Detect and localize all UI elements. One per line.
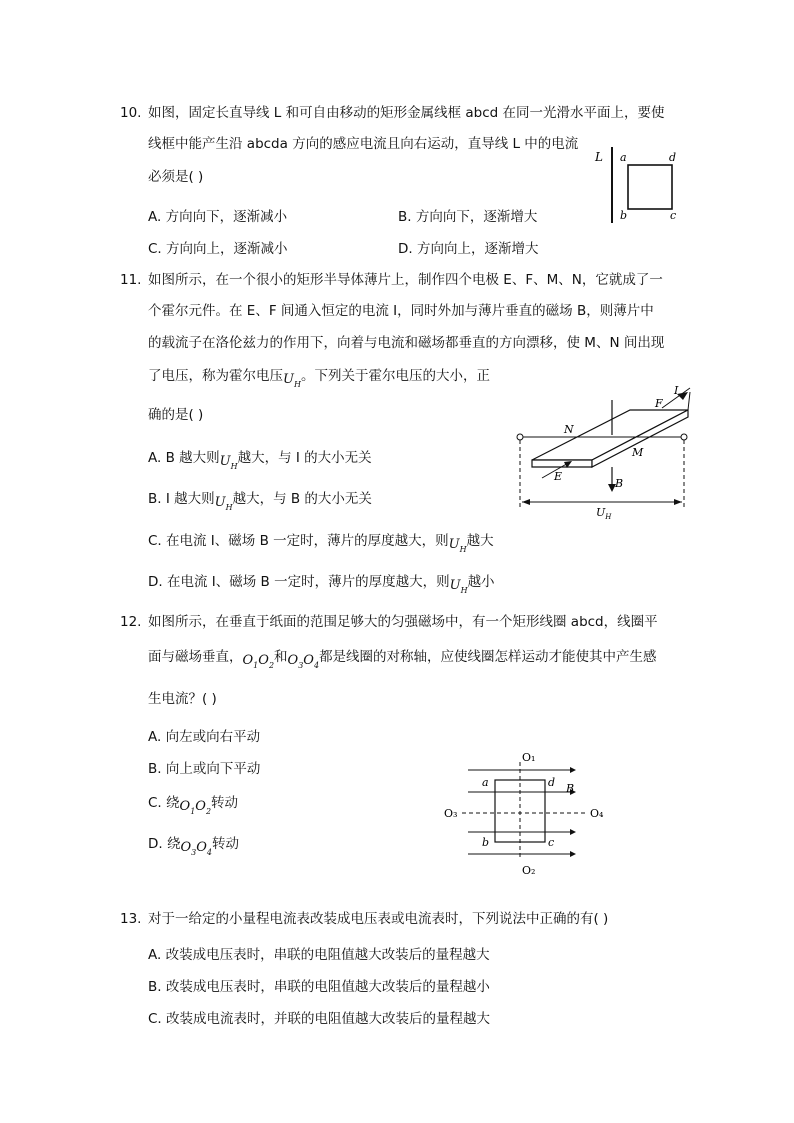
- q12-option-c[interactable]: C. 绕$O_1O_2$转动: [148, 795, 239, 816]
- q10-stem-line2: 线框中能产生沿 abcda 方向的感应电流且向右运动，直导线 L 中的电流: [148, 136, 579, 152]
- label-O4: O₄: [590, 807, 604, 820]
- q12-stem-line1: 如图所示，在垂直于纸面的范围足够大的匀强磁场中，有一个矩形线圈 abcd，线圈平: [148, 614, 658, 630]
- corner-label: b: [620, 209, 628, 222]
- q10-option-a[interactable]: A. 方向向下，逐渐减小: [148, 209, 288, 225]
- q11-option-a[interactable]: A. B 越大则$U_H$越大，与 I 的大小无关: [148, 450, 372, 471]
- q10-option-d[interactable]: D. 方向向上，逐渐增大: [398, 241, 539, 257]
- q12-number: 12.: [120, 614, 142, 630]
- corner-label: a: [620, 151, 627, 164]
- answer-paren: ( ): [188, 169, 204, 185]
- q11-stem-line2: 个霍尔元件。在 E、F 间通入恒定的电流 I，同时外加与薄片垂直的磁场 B，则薄片中: [148, 303, 654, 319]
- q11-hall-element-figure: [512, 380, 697, 520]
- q10-wire-frame-figure: [590, 145, 690, 230]
- q11-stem-line1: 如图所示，在一个很小的矩形半导体薄片上，制作四个电极 E、F、M、N，它就成了一: [148, 272, 663, 288]
- hall-voltage-symbol: $U_H$: [283, 372, 301, 389]
- q12-stem-line3: 生电流？( ): [148, 691, 217, 707]
- corner-label: c: [670, 209, 677, 222]
- wire-label: L: [595, 150, 603, 164]
- q11-stem-line5: 确的是( ): [148, 407, 204, 423]
- label-B: B: [615, 477, 624, 490]
- q13-stem-line1: 对于一给定的小量程电流表改装成电压表或电流表时，下列说法中正确的有( ): [148, 911, 609, 927]
- q11-option-d[interactable]: D. 在电流 I、磁场 B 一定时，薄片的厚度越大，则$U_H$越小: [148, 574, 495, 595]
- label-d: d: [548, 776, 556, 789]
- label-O3-left: O₃: [444, 807, 458, 820]
- q10-option-c[interactable]: C. 方向向上，逐渐减小: [148, 241, 288, 257]
- q12-stem-line2: 面与磁场垂直，$O_1O_2$和$O_3O_4$都是线圈的对称轴，应使线圈怎样运动才能使其中产生感: [148, 649, 657, 670]
- label-M: M: [632, 446, 644, 459]
- label-a: a: [482, 776, 489, 789]
- label-b: b: [482, 836, 490, 849]
- q10-number: 10.: [120, 105, 142, 121]
- q12-option-a[interactable]: A. 向左或向右平动: [148, 729, 261, 745]
- q12-option-b[interactable]: B. 向上或向下平动: [148, 761, 261, 777]
- label-c: c: [548, 836, 555, 849]
- rect-frame: [628, 165, 672, 209]
- answer-paren: ( ): [593, 911, 609, 927]
- label-F: F: [655, 397, 663, 410]
- label-O1: O₁: [522, 751, 536, 764]
- q11-option-b[interactable]: B. I 越大则$U_H$越大，与 B 的大小无关: [148, 491, 372, 512]
- q13-option-c[interactable]: C. 改装成电流表时，并联的电阻值越大改装后的量程越大: [148, 1011, 491, 1027]
- q11-number: 11.: [120, 272, 142, 288]
- q10-stem-line3: 必须是( ): [148, 169, 204, 185]
- q10-option-b[interactable]: B. 方向向下，逐渐增大: [398, 209, 538, 225]
- label-I: I: [674, 384, 679, 397]
- label-E: E: [554, 470, 563, 483]
- label-O2-bottom: O₂: [522, 864, 536, 877]
- q12-option-d[interactable]: D. 绕$O_3O_4$转动: [148, 836, 240, 857]
- label-B: B: [566, 782, 575, 795]
- q11-stem-line4: 了电压，称为霍尔电压$U_H$。下列关于霍尔电压的大小，正: [148, 368, 490, 389]
- q10-stem-line1: 如图，固定长直导线 L 和可自由移动的矩形金属线框 abcd 在同一光滑水平面上，要使: [148, 105, 665, 121]
- svg-text:UH: $U_H$: [596, 506, 612, 521]
- answer-paren: ( ): [188, 407, 204, 423]
- corner-label: d: [669, 151, 677, 164]
- q11-stem-line3: 的载流子在洛伦兹力的作用下，向着与电流和磁场都垂直的方向漂移，使 M、N 间出现: [148, 335, 665, 351]
- q12-coil-figure: [440, 748, 615, 878]
- q13-option-b[interactable]: B. 改装成电压表时，串联的电阻值越大改装后的量程越小: [148, 979, 490, 995]
- label-N: N: [564, 423, 574, 436]
- q11-option-c[interactable]: C. 在电流 I、磁场 B 一定时，薄片的厚度越大，则$U_H$越大: [148, 533, 494, 554]
- q13-option-a[interactable]: A. 改装成电压表时，串联的电阻值越大改装后的量程越大: [148, 947, 490, 963]
- answer-paren: ( ): [202, 691, 217, 707]
- q13-number: 13.: [120, 911, 142, 927]
